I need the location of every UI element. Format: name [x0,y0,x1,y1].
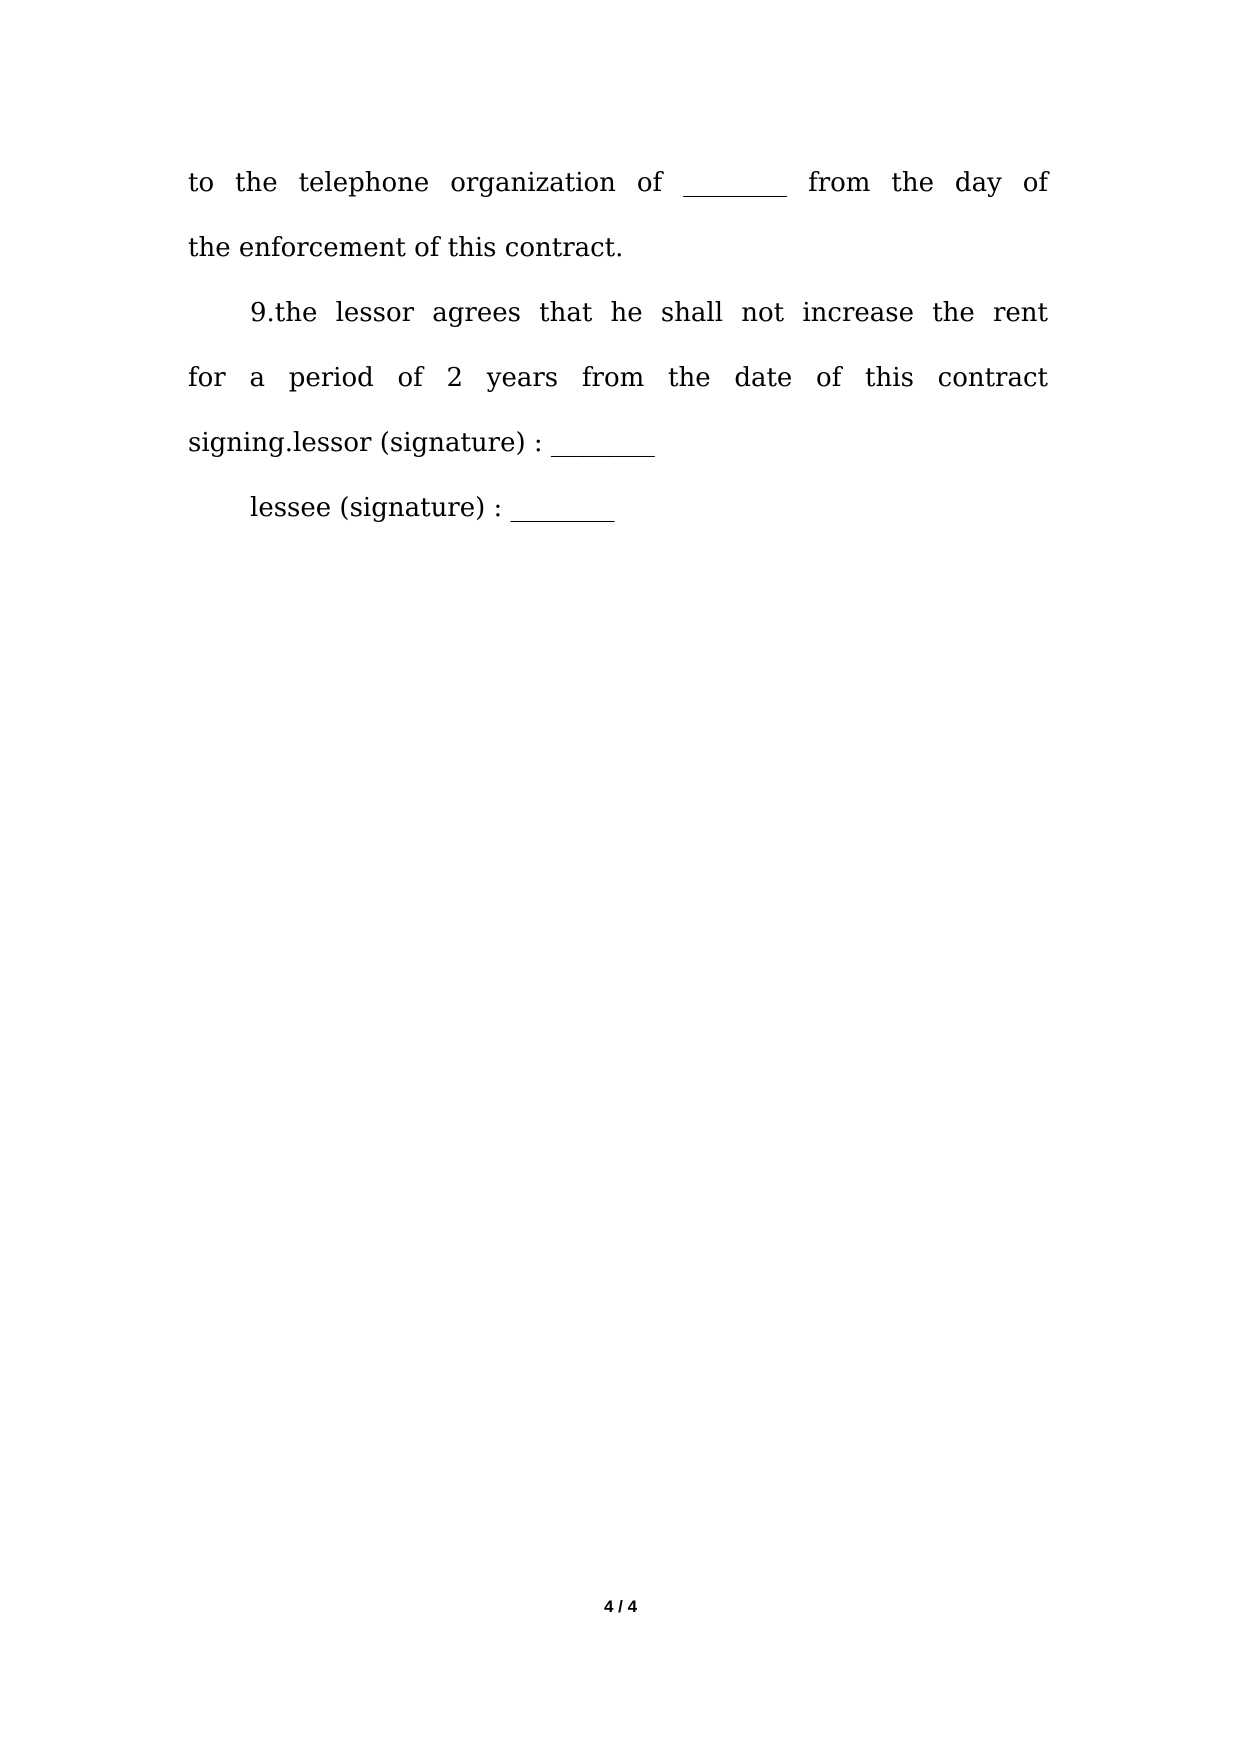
text-line-clause-8-end: to the telephone organization of ________ from the day of [188,168,1048,198]
text-line-clause-8-last: the enforcement of this contract. [188,233,624,263]
document-body [188,158,1048,548]
lessor-signature-line: signing.lessor (signature) : ________ [188,428,655,458]
lessee-signature-line: lessee (signature) : ________ [250,493,615,523]
text-line-clause-9-middle: for a period of 2 years from the date of this contract [188,363,1048,393]
text-line-clause-9-start: 9.the lessor agrees that he shall not increase the rent [250,298,1048,328]
page-number: 4 / 4 [603,1597,638,1616]
